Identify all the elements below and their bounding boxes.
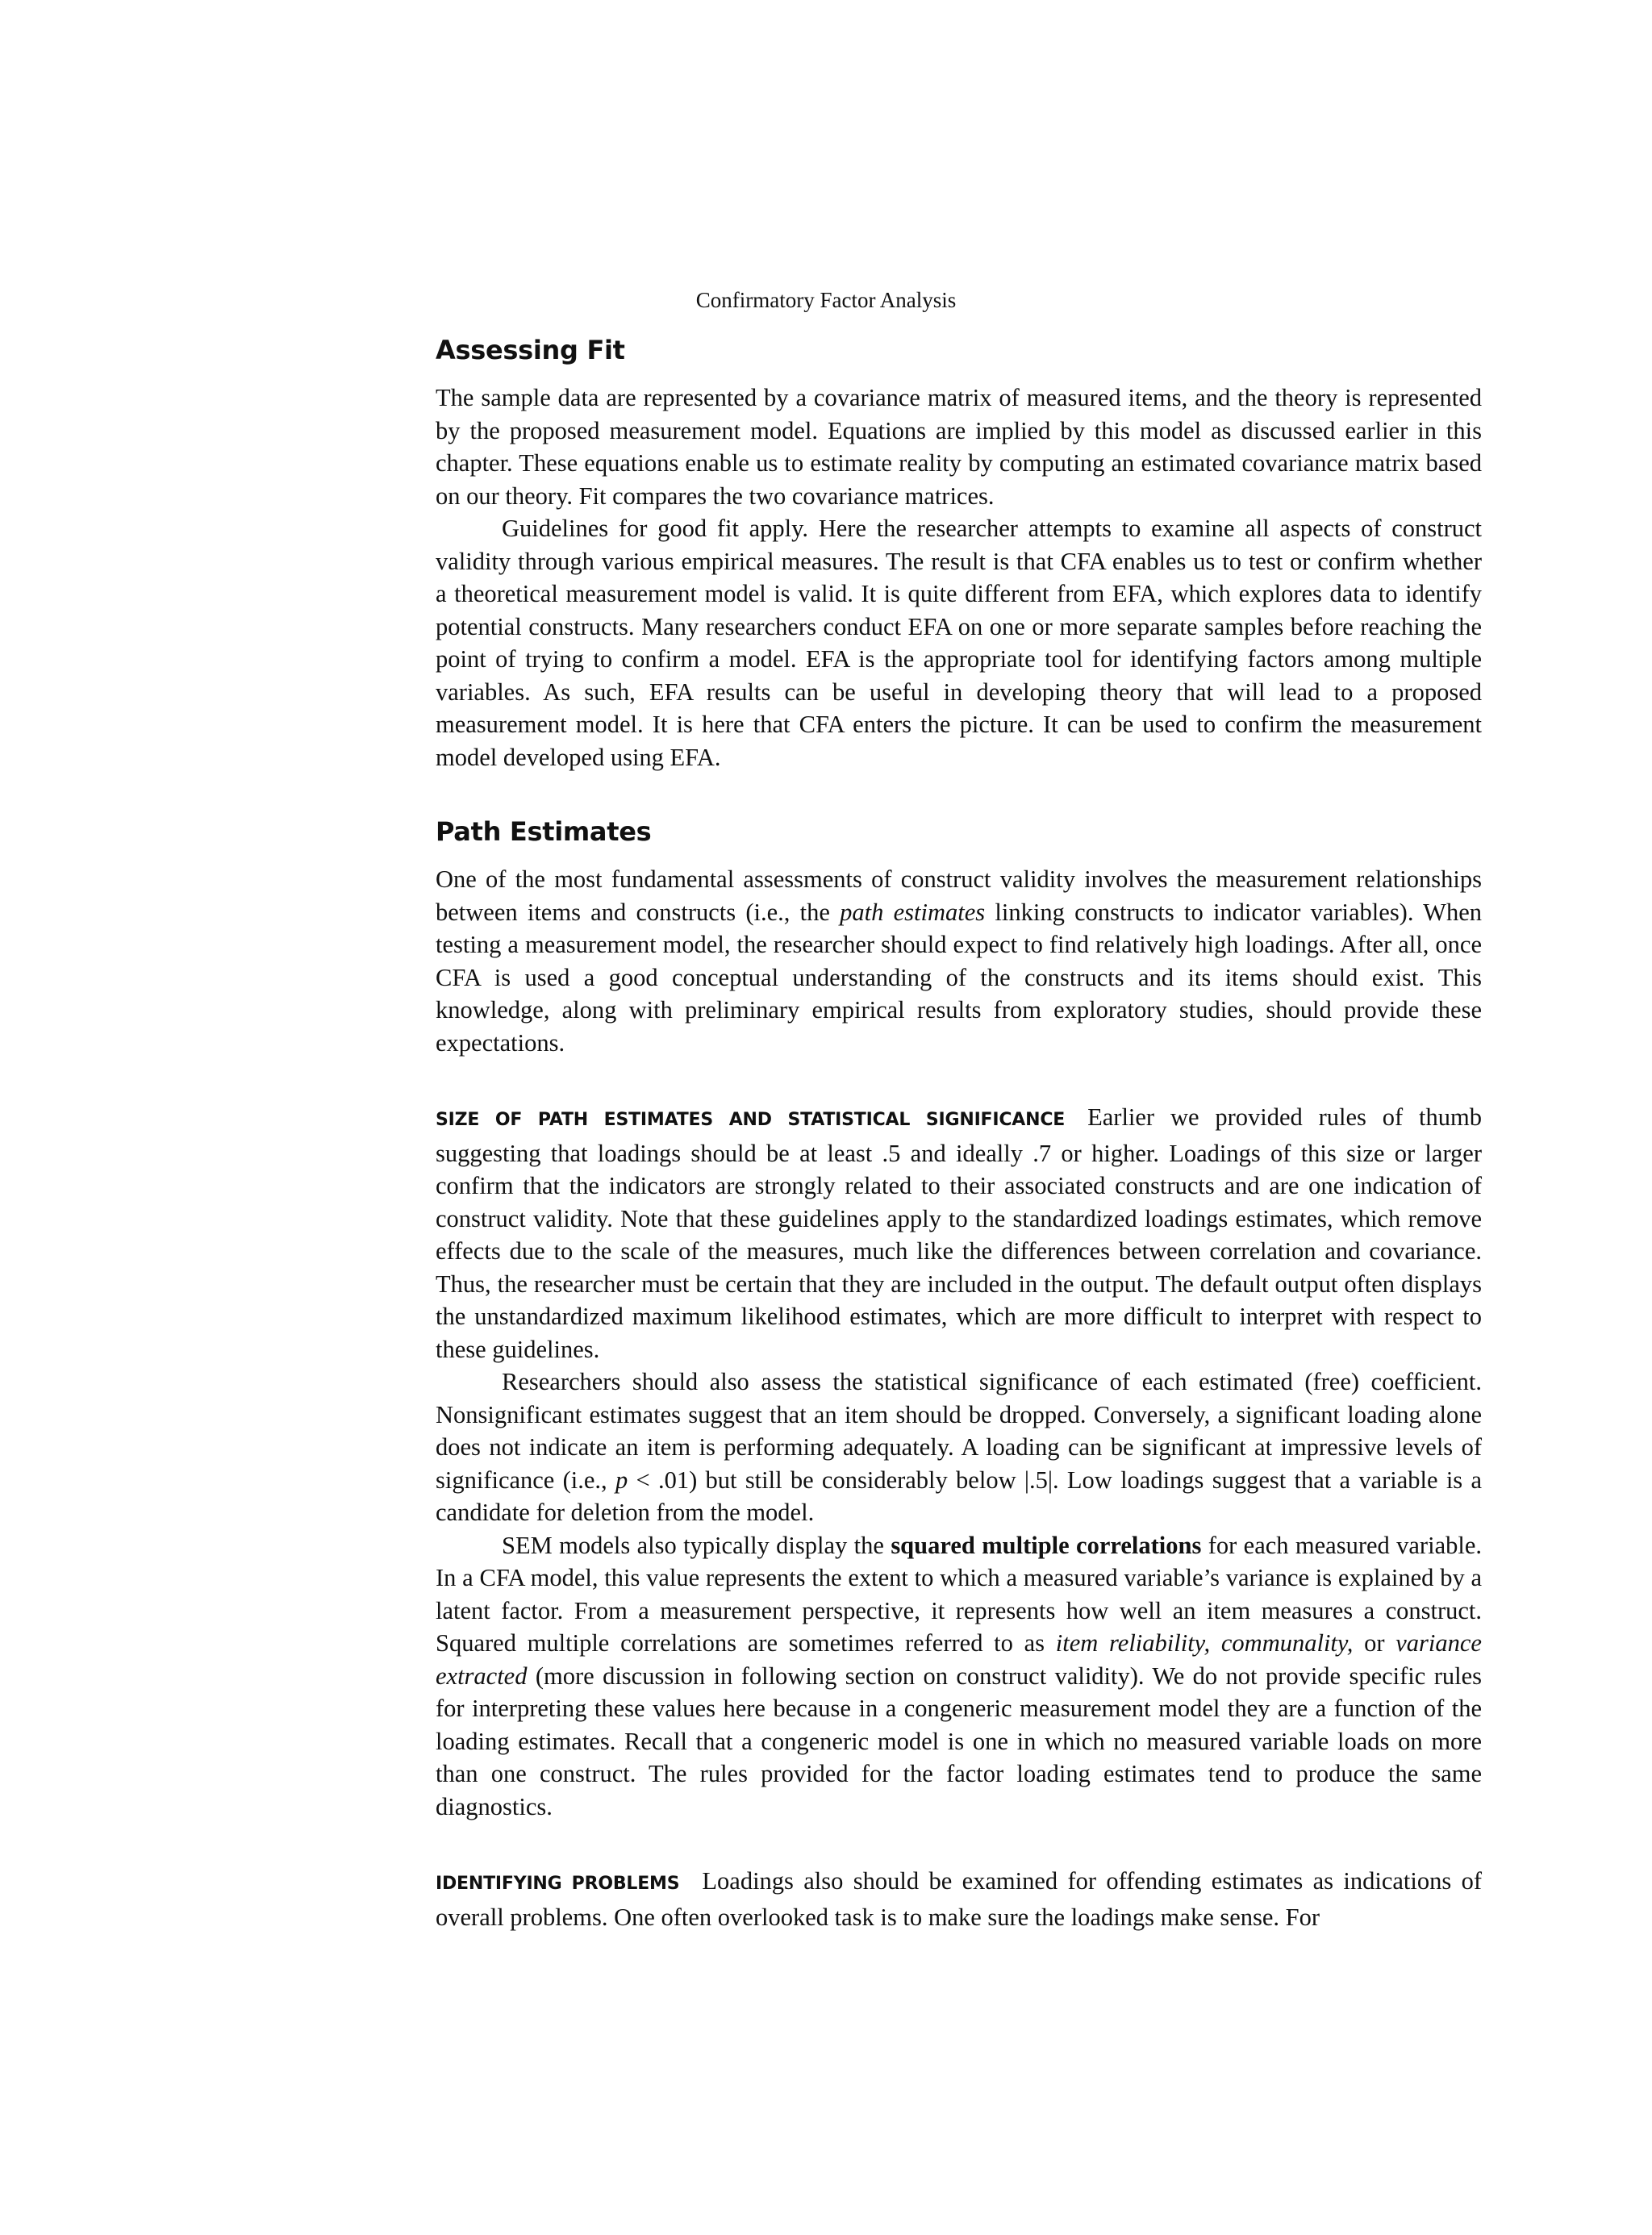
key-term-squared-multiple-correlations: squared multiple correlations	[891, 1531, 1202, 1559]
size-text: SEM models also typically display the	[502, 1531, 891, 1559]
assessing-fit-paragraph-1: The sample data are represented by a covariance matrix of measured items, and the theory is represented by the proposed measurement model. Equations are implied by this model as discussed earlier in this chapter. These equations enable us to estimate reality by computing an estimated covariance matrix based on our theory. Fit compares the two covariance matrices.	[436, 384, 1482, 510]
running-head: Confirmatory Factor Analysis	[695, 288, 957, 312]
identifying-problems-paragraph-1	[436, 1865, 1482, 1933]
path-estimates-text: linking constructs to indicator variables). When testing a measurement model, the researcher should expect to find relatively high loadings. After all, once CFA is used a good conceptual understanding of the constructs and its items should exist. This knowledge, along with preliminary empirical results from exploratory studies, should provide these expectations.	[436, 898, 1482, 1057]
p-value-symbol: p	[615, 1466, 628, 1494]
key-term-variance-extracted: variance extracted	[436, 1629, 1482, 1690]
assessing-fit-paragraph-2: Guidelines for good fit apply. Here the researcher attempts to examine all aspects of construct validity through various empirical measures. The result is that CFA enables us to test or confirm whether a theoretical measurement model is valid. It is quite different from EFA, which explores data to identify potential constructs. Many researchers conduct EFA on one or more separate samples before reaching the point of trying to confirm a model. EFA is the appropriate tool for identifying factors among multiple variables. As such, EFA results can be useful in developing theory that will lead to a proposed measurement model. It is here that CFA enters the picture. It can be used to confirm the measurement model developed using EFA.	[436, 515, 1482, 771]
size-significance-paragraph-1	[436, 1101, 1482, 1366]
path-estimates-term: path estimates	[840, 898, 986, 926]
size-text: < .01) but still be considerably below |.5|. Low loadings suggest that a variable is a candidate for deletion from the model.	[436, 1466, 1482, 1526]
identifying-text: Loadings also should be examined for offending estimates as indications of overall problems. One often overlooked task is to make sure the loadings make sense. For	[436, 1867, 1482, 1931]
size-text: for each measured variable. In a CFA model, this value represents the extent to which a measured variable’s variance is explained by a latent factor. From a measurement perspective, it represents how well an item measures a construct. Squared multiple correlations are sometimes referred to as	[436, 1531, 1482, 1657]
path-estimates-paragraph-1	[436, 863, 1482, 1059]
size-text: (more discussion in following section on construct validity). We do not provide specific rules for interpreting these values here because in a congeneric measurement model they are a function of the loading estimates. Recall that a congeneric model is one in which no measured variable loads on more than one construct. The rules provided for the factor loading estimates tend to produce the same diagnostics.	[436, 1662, 1482, 1820]
size-text: Researchers should also assess the statistical significance of each estimated (free) coefficient. Nonsignificant estimates suggest that an item should be dropped. Conversely, a significant loading alone does not indicate an item is performing adequately. A loading can be significant at impressive levels of significance (i.e.,	[436, 1368, 1482, 1494]
subheading-identifying-problems: IDENTIFYING PROBLEMS	[436, 1874, 680, 1894]
size-text: or	[1353, 1629, 1396, 1657]
size-significance-paragraph-3	[436, 1529, 1482, 1824]
size-significance-paragraph-2	[436, 1366, 1482, 1529]
path-estimates-text: One of the most fundamental assessments of construct validity involves the measurement relationships between items and constructs (i.e., the	[436, 865, 1482, 926]
section-heading-path-estimates: Path Estimates	[436, 816, 652, 847]
section-heading-assessing-fit: Assessing Fit	[436, 335, 625, 365]
key-term-item-reliability: item reliability, communality,	[1055, 1629, 1354, 1657]
page-body	[436, 332, 1482, 1933]
size-text: Earlier we provided rules of thumb suggesting that loadings should be at least .5 and ideally .7 or higher. Loadings of this size or larger confirm that the indicators are strongly related to their associated constructs and are one indication of construct validity. Note that these guidelines apply to the standardized loadings estimates, which remove effects due to the scale of the measures, much like the differences between correlation and covariance. Thus, the researcher must be certain that they are included in the output. The default output often displays the unstandardized maximum likelihood estimates, which are more difficult to interpret with respect to these guidelines.	[436, 1103, 1482, 1363]
subheading-size-significance: SIZE OF PATH ESTIMATES AND STATISTICAL SIGNIFICANCE	[436, 1110, 1066, 1130]
